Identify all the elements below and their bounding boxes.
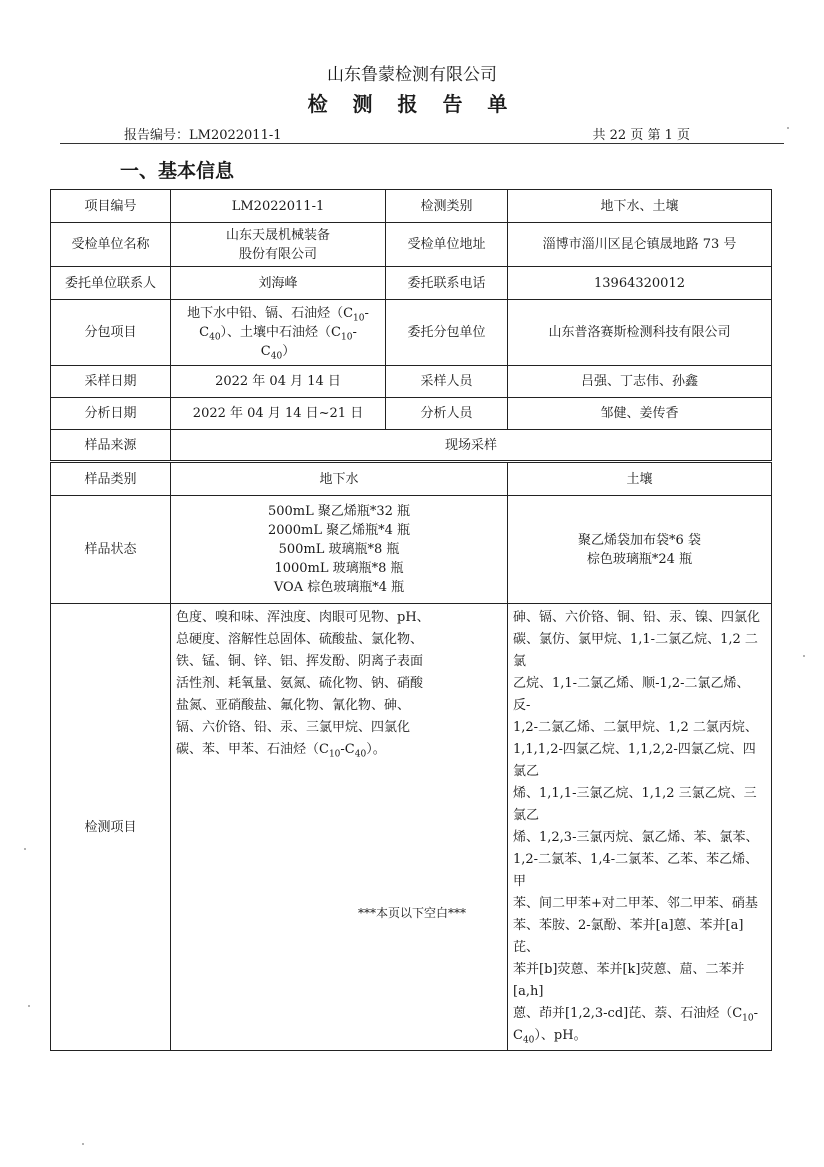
basic-info-table bbox=[50, 189, 772, 1051]
gw-last-text: 碳、苯、甲苯、石油烃（C bbox=[176, 742, 329, 757]
scan-speck bbox=[787, 127, 789, 129]
subscript: 10 bbox=[742, 1013, 754, 1024]
sample-type-soil: 土壤 bbox=[508, 462, 772, 496]
page-info: 共 22 页 第 1 页 bbox=[592, 128, 690, 143]
contact-person-value: 刘海峰 bbox=[171, 267, 386, 300]
subcontract-line1-end: - bbox=[364, 306, 369, 321]
subcontract-line1-text: 地下水中铅、镉、石油烃（C bbox=[187, 306, 354, 321]
project-no-label: 项目编号 bbox=[51, 190, 171, 223]
contact-person-label: 委托单位联系人 bbox=[51, 267, 171, 300]
list-item: 色度、嗅和味、浑浊度、肉眼可见物、pH、 bbox=[176, 610, 430, 625]
header-rule bbox=[60, 143, 784, 144]
contact-phone-label: 委托联系电话 bbox=[386, 267, 508, 300]
subscript: 10 bbox=[341, 332, 353, 343]
sample-source-label: 样品来源 bbox=[51, 430, 171, 462]
subcontract-items-value bbox=[171, 300, 386, 366]
report-number: 报告编号：LM2022011-1 bbox=[124, 128, 282, 143]
document-title: 检 测 报 告 单 bbox=[307, 92, 517, 116]
soil-tail-end: ）、pH。 bbox=[534, 1028, 587, 1043]
subscript: 40 bbox=[209, 332, 221, 343]
analysis-date-label: 分析日期 bbox=[51, 398, 171, 430]
company-name: 山东鲁蒙检测有限公司 bbox=[327, 65, 497, 85]
scan-speck bbox=[803, 655, 805, 657]
subcontract-line3 bbox=[176, 342, 380, 361]
subcontractor-value: 山东普洛赛斯检测科技有限公司 bbox=[508, 300, 772, 366]
subcontractor-label: 委托分包单位 bbox=[386, 300, 508, 366]
client-name-value bbox=[171, 223, 386, 267]
subcontract-line3-text: C bbox=[260, 344, 271, 359]
list-item: 1,2-二氯乙烯、二氯甲烷、1,2 二氯丙烷、 bbox=[513, 720, 758, 735]
subscript: 40 bbox=[522, 1035, 535, 1046]
sampling-date-label: 采样日期 bbox=[51, 366, 171, 398]
subcontract-line2-text: C bbox=[199, 325, 210, 340]
list-item bbox=[513, 1025, 766, 1047]
client-address-label: 受检单位地址 bbox=[386, 223, 508, 267]
section-title: 一、基本信息 bbox=[120, 160, 235, 182]
sample-status-groundwater bbox=[171, 496, 508, 604]
scan-speck bbox=[82, 1143, 84, 1145]
subcontract-line2 bbox=[176, 323, 380, 342]
sample-status-label: 样品状态 bbox=[51, 496, 171, 604]
list-item: 烯、1,2,3-三氯丙烷、氯乙烯、苯、氯苯、 bbox=[513, 830, 759, 845]
table-row bbox=[51, 462, 772, 496]
list-item: 乙烷、1,1-二氯乙烯、顺-1,2-二氯乙烯、反- bbox=[513, 676, 750, 713]
list-item: VOA 棕色玻璃瓶*4 瓶 bbox=[273, 580, 405, 595]
sample-source-value: 现场采样 bbox=[171, 430, 772, 462]
soil-tail-dash: - bbox=[753, 1006, 759, 1021]
list-item: 苯、苯胺、2-氯酚、苯并[a]蒽、苯并[a]芘、 bbox=[513, 918, 744, 955]
list-item: 盐氮、亚硝酸盐、氟化物、氰化物、砷、 bbox=[176, 698, 411, 713]
table-row bbox=[51, 604, 772, 1051]
soil-tail-text: 蒽、茚并[1,2,3-cd]芘、萘、石油烃（C bbox=[513, 1006, 743, 1021]
table-row bbox=[51, 190, 772, 223]
list-item: 总硬度、溶解性总固体、硫酸盐、氯化物、 bbox=[176, 632, 424, 647]
table-row bbox=[51, 430, 772, 462]
list-item: 500mL 聚乙烯瓶*32 瓶 bbox=[267, 504, 411, 519]
sampling-date-value: 2022 年 04 月 14 日 bbox=[171, 366, 386, 398]
list-item: 烯、1,1,1-三氯乙烷、1,1,2 三氯乙烷、三氯乙 bbox=[513, 786, 757, 823]
gw-last-end: ）。 bbox=[366, 742, 386, 757]
test-items-soil bbox=[508, 604, 772, 1051]
soil-tail-c: C bbox=[513, 1028, 523, 1043]
sample-status-soil bbox=[508, 496, 772, 604]
table-row bbox=[51, 366, 772, 398]
test-category-label: 检测类别 bbox=[386, 190, 508, 223]
list-item: 苯、间二甲苯+对二甲苯、邻二甲苯、硝基 bbox=[513, 896, 758, 911]
subscript: 40 bbox=[354, 749, 367, 760]
subscript: 40 bbox=[270, 351, 283, 362]
list-item: 砷、镉、六价铬、铜、铅、汞、镍、四氯化 bbox=[513, 610, 761, 625]
analysis-date-value: 2022 年 04 月 14 日~21 日 bbox=[171, 398, 386, 430]
client-name-line2: 股份有限公司 bbox=[238, 246, 317, 262]
analysts-value: 邹健、姜传香 bbox=[508, 398, 772, 430]
scan-speck bbox=[28, 1005, 30, 1007]
analysts-label: 分析人员 bbox=[386, 398, 508, 430]
subcontract-line2-end: - bbox=[352, 325, 357, 340]
list-item: 棕色玻璃瓶*24 瓶 bbox=[586, 551, 693, 567]
table-row bbox=[51, 300, 772, 366]
sample-type-label: 样品类别 bbox=[51, 462, 171, 496]
blank-page-note: ***本页以下空白*** bbox=[357, 906, 466, 920]
sampling-staff-label: 采样人员 bbox=[386, 366, 508, 398]
subcontract-items-label: 分包项目 bbox=[51, 300, 171, 366]
client-address-value: 淄博市淄川区昆仑镇晟地路 73 号 bbox=[508, 223, 772, 267]
list-item: 苯并[b]荧蒽、苯并[k]荧蒽、䓛、二苯并[a,h] bbox=[513, 962, 745, 999]
client-name-label: 受检单位名称 bbox=[51, 223, 171, 267]
test-category-value: 地下水、土壤 bbox=[508, 190, 772, 223]
table-row bbox=[51, 398, 772, 430]
client-name-line1: 山东天晟机械装备 bbox=[225, 227, 330, 243]
list-item: 1,2-二氯苯、1,4-二氯苯、乙苯、苯乙烯、甲 bbox=[513, 852, 759, 889]
list-item: 镉、六价铬、铅、汞、三氯甲烷、四氯化 bbox=[176, 720, 411, 735]
scan-speck bbox=[24, 848, 26, 850]
test-items-groundwater bbox=[171, 604, 508, 1051]
list-item: 碳、氯仿、氯甲烷、1,1-二氯乙烷、1,2 二氯 bbox=[513, 632, 758, 669]
list-item: 2000mL 聚乙烯瓶*4 瓶 bbox=[267, 523, 411, 538]
project-no-value: LM2022011-1 bbox=[171, 190, 386, 223]
list-item: 铁、锰、铜、锌、铝、挥发酚、阴离子表面 bbox=[176, 654, 424, 669]
contact-phone-value: 13964320012 bbox=[508, 267, 772, 300]
list-item bbox=[176, 739, 502, 761]
list-item bbox=[513, 1003, 766, 1025]
table-row bbox=[51, 496, 772, 604]
sampling-staff-value: 吕强、丁志伟、孙鑫 bbox=[508, 366, 772, 398]
list-item: 1,1,1,2-四氯乙烷、1,1,2,2-四氯乙烷、四氯乙 bbox=[513, 742, 756, 779]
subcontract-line3-end: ） bbox=[282, 344, 296, 359]
table-row bbox=[51, 267, 772, 300]
subscript: 10 bbox=[353, 313, 365, 324]
test-items-label: 检测项目 bbox=[51, 604, 171, 1051]
list-item: 500mL 玻璃瓶*8 瓶 bbox=[278, 542, 400, 557]
list-item: 活性剂、耗氧量、氨氮、硫化物、钠、硝酸 bbox=[176, 676, 424, 691]
subcontract-line2-mid: ）、土壤中石油烃（C bbox=[220, 325, 341, 340]
subcontract-line1 bbox=[176, 304, 380, 323]
list-item: 1000mL 玻璃瓶*8 瓶 bbox=[274, 561, 404, 576]
subscript: 10 bbox=[328, 749, 341, 760]
table-row bbox=[51, 223, 772, 267]
gw-last-mid: -C bbox=[340, 742, 355, 757]
list-item: 聚乙烯袋加布袋*6 袋 bbox=[578, 532, 701, 548]
sample-type-groundwater: 地下水 bbox=[171, 462, 508, 496]
